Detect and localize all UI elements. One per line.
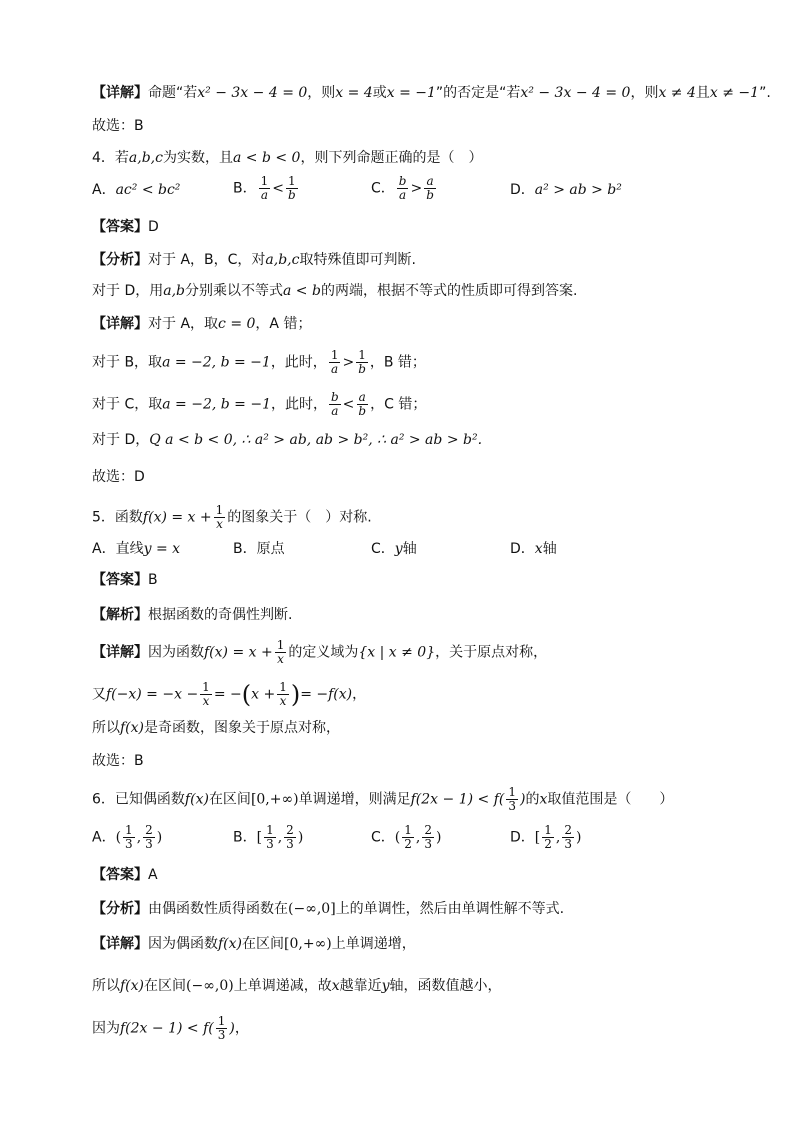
q4-analysis-2: 对于 D，用a,b分别乘以不等式a < b的两端，根据不等式的性质即可得到答案. bbox=[92, 283, 578, 299]
q5-answer: 【答案】B bbox=[92, 572, 158, 588]
q5-option-a[interactable]: A．直线y = x bbox=[92, 541, 181, 557]
q4-answer: 【答案】D bbox=[92, 219, 159, 235]
q6-option-a[interactable]: A．( $\frac{1}{3}$ , $\frac{2}{3}$ ) bbox=[92, 823, 163, 851]
q5-option-b[interactable]: B．原点 bbox=[233, 541, 285, 557]
choose-line: 故选：B bbox=[92, 118, 144, 134]
q4-detail-2: 对于 B，取a = −2, b = −1，此时， $\frac{1}{a}$ > $\frac{1}{b}$ ，B 错； bbox=[92, 348, 426, 376]
q6-analysis: 【分析】由偶函数性质得函数在(−∞,0]上的单调性，然后由单调性解不等式. bbox=[92, 901, 565, 917]
q4-stem: 4．若a,b,c为实数，且a < b < 0，则下列命题正确的是（ ） bbox=[92, 150, 483, 166]
q4-detail-3: 对于 C，取a = −2, b = −1，此时， $\frac{b}{a}$ < $\frac{a}{b}$ ，C 错； bbox=[92, 390, 427, 418]
q4-detail-4: 对于 D，Q a < b < 0, ∴ a² > ab, ab > b², ∴ a² > ab > b². bbox=[92, 432, 483, 448]
q5-option-d[interactable]: D．x轴 bbox=[510, 541, 557, 557]
q6-option-d[interactable]: D．[ $\frac{1}{2}$ , $\frac{2}{3}$ ) bbox=[510, 823, 582, 851]
q5-detail-2: 又f(−x) = −x − $\frac{1}{x}$ = −(x + $\frac{1}{x}$ )= −f(x)， bbox=[92, 680, 367, 709]
q6-option-c[interactable]: C．( $\frac{1}{2}$ , $\frac{2}{3}$ ) bbox=[371, 823, 442, 851]
q4-option-c[interactable]: C． $\frac{b}{a}$ > $\frac{a}{b}$ bbox=[371, 174, 434, 202]
q5-detail-1: 【详解】因为函数f(x) = x + $\frac{1}{x}$ 的定义域为{x | x ≠ 0}，关于原点对称， bbox=[92, 638, 548, 666]
choose-line: 故选：D bbox=[92, 469, 145, 485]
detail-line-negation: 【详解】命题“若x² − 3x − 4 = 0，则x = 4或x = −1”的否定是“若x² − 3x − 4 = 0，则x ≠ 4且x ≠ −1”. bbox=[92, 85, 771, 101]
q5-option-c[interactable]: C．y轴 bbox=[371, 541, 417, 557]
q6-detail-3: 因为f(2x − 1) < f( $\frac{1}{3}$ )， bbox=[92, 1014, 249, 1042]
q4-detail-1: 【详解】对于 A，取c = 0，A 错； bbox=[92, 316, 312, 332]
q6-option-b[interactable]: B．[ $\frac{1}{3}$ , $\frac{2}{3}$ ) bbox=[233, 823, 304, 851]
q5-stem: 5．函数f(x) = x + $\frac{1}{x}$ 的图象关于（ ）对称. bbox=[92, 503, 372, 531]
q4-option-d[interactable]: D．a² > ab > b² bbox=[510, 182, 622, 198]
detail-tag: 【详解】 bbox=[92, 85, 148, 101]
q4-option-b[interactable]: B． $\frac{1}{a}$ < $\frac{1}{b}$ bbox=[233, 174, 296, 202]
q5-jiexi: 【解析】根据函数的奇偶性判断. bbox=[92, 607, 293, 623]
q4-analysis-1: 【分析】对于 A，B，C，对a,b,c取特殊值即可判断. bbox=[92, 252, 416, 268]
q4-option-a[interactable]: A．ac² < bc² bbox=[92, 182, 181, 198]
q6-stem: 6．已知偶函数f(x)在区间[0,+∞)单调递增，则满足f(2x − 1) < f( $\frac{1}{3}$ )的x取值范围是（ ） bbox=[92, 785, 674, 813]
q5-detail-3: 所以f(x)是奇函数，图象关于原点对称， bbox=[92, 720, 341, 736]
q6-detail-2: 所以f(x)在区间(−∞,0)上单调递减，故x越靠近y轴，函数值越小， bbox=[92, 978, 502, 994]
choose-line: 故选：B bbox=[92, 753, 144, 769]
q6-answer: 【答案】A bbox=[92, 867, 158, 883]
q6-detail-1: 【详解】因为偶函数f(x)在区间[0,+∞)上单调递增， bbox=[92, 936, 416, 952]
